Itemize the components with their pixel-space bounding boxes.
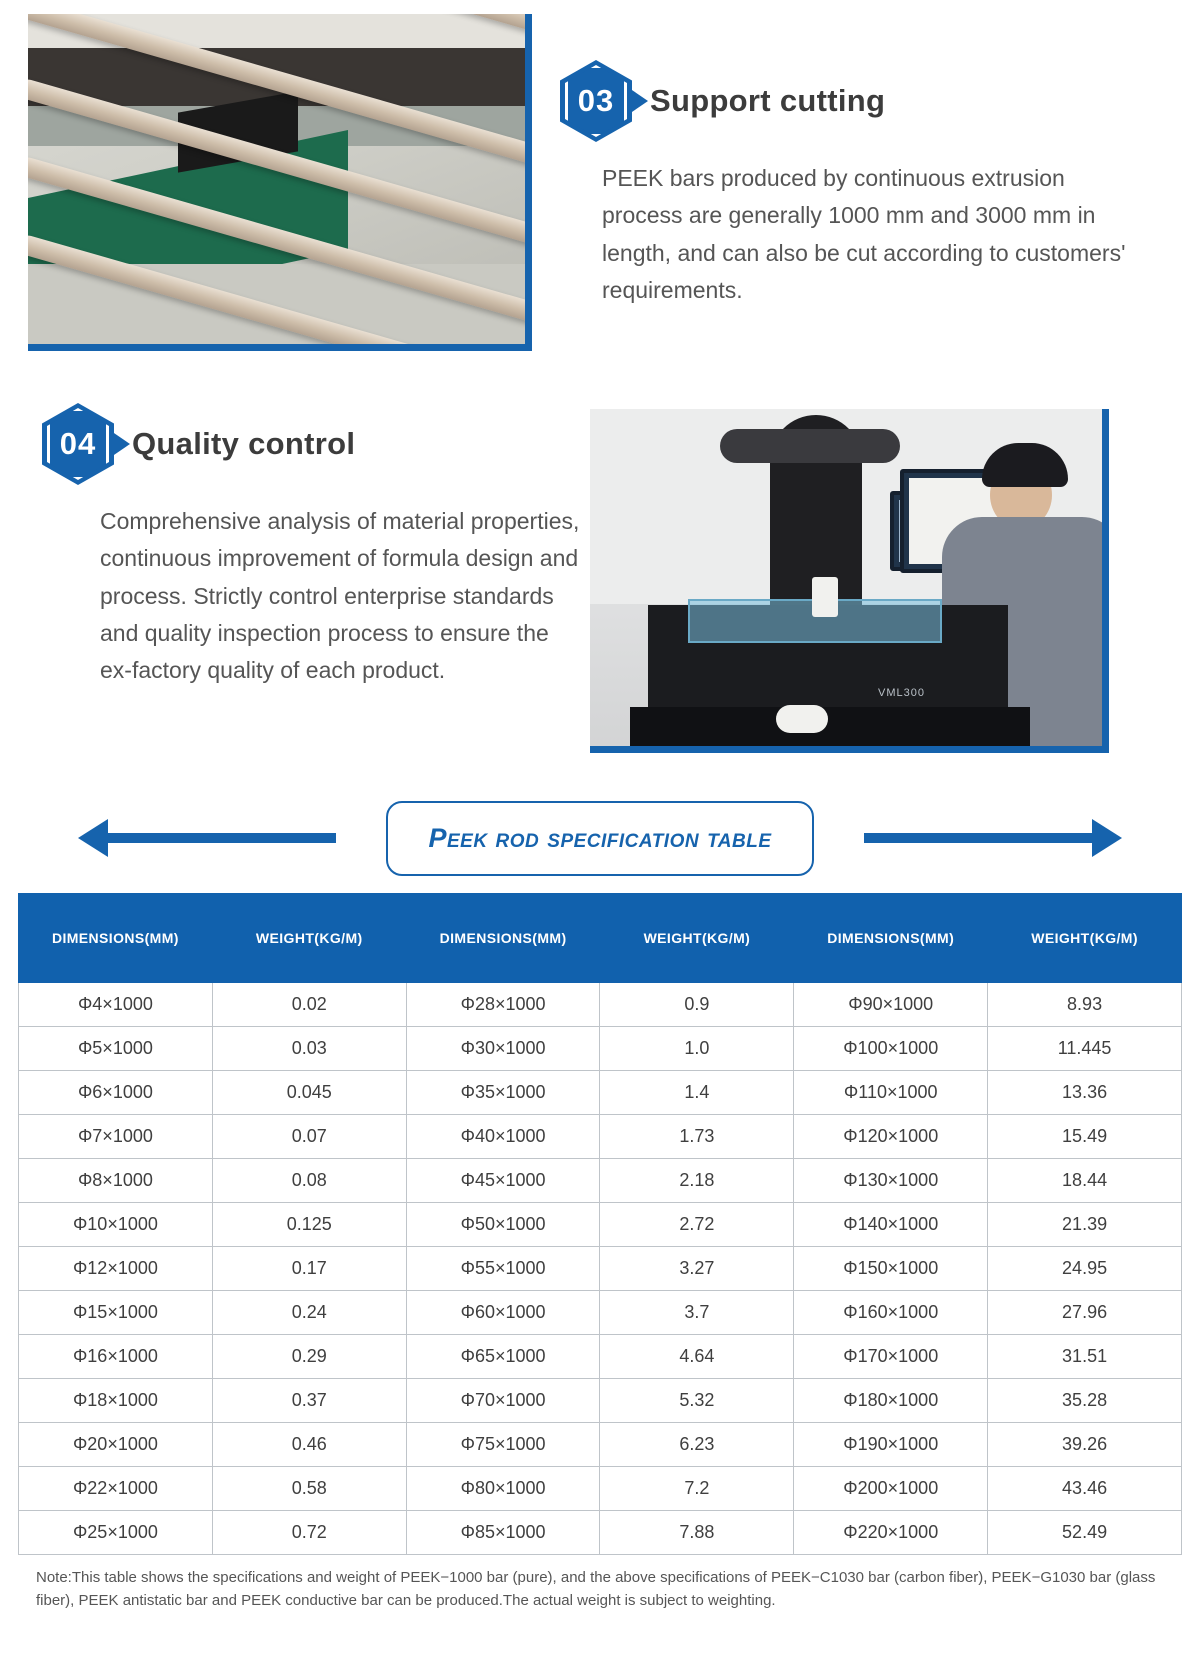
table-cell: Φ65×1000 xyxy=(406,1335,600,1379)
table-cell: Φ80×1000 xyxy=(406,1467,600,1511)
table-cell: 0.46 xyxy=(212,1423,406,1467)
image-quality-inspection xyxy=(590,409,1109,753)
table-row xyxy=(19,1335,1182,1379)
table-cell: 0.02 xyxy=(212,983,406,1027)
table-cell: 3.27 xyxy=(600,1247,794,1291)
table-cell: 13.36 xyxy=(988,1071,1182,1115)
table-cell: 0.9 xyxy=(600,983,794,1027)
table-cell: 39.26 xyxy=(988,1423,1182,1467)
table-cell: Φ110×1000 xyxy=(794,1071,988,1115)
table-header-cell: WEIGHT(KG/M) xyxy=(988,894,1182,983)
table-cell: Φ90×1000 xyxy=(794,983,988,1027)
section-body-03: PEEK bars produced by continuous extrusion process are generally 1000 mm and 3000 mm in length, and can also be cut according to customers' requirements. xyxy=(602,165,1126,303)
peek-rod-spec-table xyxy=(18,893,1182,1555)
table-cell: 0.24 xyxy=(212,1291,406,1335)
table-row xyxy=(19,1115,1182,1159)
table-header-cell: DIMENSIONS(MM) xyxy=(19,894,213,983)
table-cell: Φ100×1000 xyxy=(794,1027,988,1071)
table-cell: Φ130×1000 xyxy=(794,1159,988,1203)
table-cell: Φ8×1000 xyxy=(19,1159,213,1203)
table-cell: Φ18×1000 xyxy=(19,1379,213,1423)
table-cell: Φ120×1000 xyxy=(794,1115,988,1159)
table-cell: 0.72 xyxy=(212,1511,406,1555)
table-cell: Φ6×1000 xyxy=(19,1071,213,1115)
table-cell: Φ220×1000 xyxy=(794,1511,988,1555)
table-cell: Φ75×1000 xyxy=(406,1423,600,1467)
table-row xyxy=(19,983,1182,1027)
table-cell: Φ10×1000 xyxy=(19,1203,213,1247)
arrow-right-icon xyxy=(864,833,1092,843)
heading-row-03 xyxy=(560,60,1140,142)
table-cell: 2.72 xyxy=(600,1203,794,1247)
table-cell: Φ15×1000 xyxy=(19,1291,213,1335)
table-cell: Φ40×1000 xyxy=(406,1115,600,1159)
table-row xyxy=(19,1247,1182,1291)
image-peek-rods-conveyor xyxy=(28,14,532,351)
table-cell: Φ150×1000 xyxy=(794,1247,988,1291)
table-cell: 0.07 xyxy=(212,1115,406,1159)
table-cell: 6.23 xyxy=(600,1423,794,1467)
table-row xyxy=(19,1291,1182,1335)
table-cell: 31.51 xyxy=(988,1335,1182,1379)
table-header-cell: WEIGHT(KG/M) xyxy=(600,894,794,983)
section-number-03: 03 xyxy=(577,83,615,118)
table-cell: 1.0 xyxy=(600,1027,794,1071)
text-block-04 xyxy=(0,403,580,689)
table-cell: 7.2 xyxy=(600,1467,794,1511)
table-cell: 2.18 xyxy=(600,1159,794,1203)
table-cell: Φ190×1000 xyxy=(794,1423,988,1467)
table-cell: Φ30×1000 xyxy=(406,1027,600,1071)
table-header-cell: DIMENSIONS(MM) xyxy=(406,894,600,983)
table-cell: 5.32 xyxy=(600,1379,794,1423)
table-cell: 43.46 xyxy=(988,1467,1182,1511)
table-cell: 1.4 xyxy=(600,1071,794,1115)
table-cell: 3.7 xyxy=(600,1291,794,1335)
section-title-04: Quality control xyxy=(132,426,356,461)
table-cell: Φ16×1000 xyxy=(19,1335,213,1379)
table-cell: 7.88 xyxy=(600,1511,794,1555)
table-cell: 52.49 xyxy=(988,1511,1182,1555)
table-cell: 27.96 xyxy=(988,1291,1182,1335)
table-cell: 4.64 xyxy=(600,1335,794,1379)
table-cell: Φ55×1000 xyxy=(406,1247,600,1291)
banner-label: Peek rod specification table xyxy=(386,801,813,876)
table-cell: Φ25×1000 xyxy=(19,1511,213,1555)
table-cell: Φ140×1000 xyxy=(794,1203,988,1247)
table-cell: Φ7×1000 xyxy=(19,1115,213,1159)
table-row xyxy=(19,1511,1182,1555)
table-cell: Φ70×1000 xyxy=(406,1379,600,1423)
table-cell: 1.73 xyxy=(600,1115,794,1159)
table-row xyxy=(19,1027,1182,1071)
table-cell: 0.37 xyxy=(212,1379,406,1423)
table-row xyxy=(19,1159,1182,1203)
table-cell: Φ22×1000 xyxy=(19,1467,213,1511)
machine-model-label: VML300 xyxy=(878,687,925,699)
table-cell: 0.29 xyxy=(212,1335,406,1379)
hexagon-badge-icon-03 xyxy=(560,60,632,142)
table-cell: 24.95 xyxy=(988,1247,1182,1291)
table-note: Note:This table shows the specifications and weight of PEEK−1000 bar (pure), and the above specifications of PEEK−C1030 bar (carbon fiber), PEEK−G1030 bar (glass fiber), PEEK antistatic bar and PEEK conductive bar can be produced.The actual weight is subject to weighting. xyxy=(36,1569,1156,1609)
table-cell: 21.39 xyxy=(988,1203,1182,1247)
heading-row-04 xyxy=(42,403,580,485)
table-cell: 0.08 xyxy=(212,1159,406,1203)
spec-table-wrap xyxy=(0,893,1200,1612)
table-row xyxy=(19,1203,1182,1247)
table-cell: Φ170×1000 xyxy=(794,1335,988,1379)
table-cell: Φ5×1000 xyxy=(19,1027,213,1071)
table-row xyxy=(19,1071,1182,1115)
photo-frame-03 xyxy=(0,0,532,351)
table-cell: Φ12×1000 xyxy=(19,1247,213,1291)
table-cell: 11.445 xyxy=(988,1027,1182,1071)
table-cell: Φ35×1000 xyxy=(406,1071,600,1115)
table-row xyxy=(19,1467,1182,1511)
table-cell: Φ50×1000 xyxy=(406,1203,600,1247)
arrow-left-icon xyxy=(108,833,336,843)
section-quality-control xyxy=(0,403,1200,753)
spec-table-banner xyxy=(0,783,1200,893)
table-cell: Φ20×1000 xyxy=(19,1423,213,1467)
table-header-cell: WEIGHT(KG/M) xyxy=(212,894,406,983)
table-cell: 18.44 xyxy=(988,1159,1182,1203)
table-header-cell: DIMENSIONS(MM) xyxy=(794,894,988,983)
section-title-03: Support cutting xyxy=(650,83,886,118)
table-cell: Φ160×1000 xyxy=(794,1291,988,1335)
section-support-cutting xyxy=(0,0,1200,351)
photo-frame-04 xyxy=(580,403,1109,753)
table-cell: 0.045 xyxy=(212,1071,406,1115)
text-block-03 xyxy=(532,0,1200,309)
section-number-04: 04 xyxy=(59,426,97,461)
table-cell: 15.49 xyxy=(988,1115,1182,1159)
table-cell: 0.125 xyxy=(212,1203,406,1247)
hexagon-badge-icon-04 xyxy=(42,403,114,485)
table-cell: 0.03 xyxy=(212,1027,406,1071)
table-header-row xyxy=(19,894,1182,983)
table-cell: Φ180×1000 xyxy=(794,1379,988,1423)
section-body-04: Comprehensive analysis of material properties, continuous improvement of formula design and process. Strictly control enterprise standards and quality inspection process to ensure the ex-factory quality of each product. xyxy=(100,508,580,683)
table-cell: 8.93 xyxy=(988,983,1182,1027)
table-row xyxy=(19,1379,1182,1423)
table-cell: 35.28 xyxy=(988,1379,1182,1423)
table-cell: Φ60×1000 xyxy=(406,1291,600,1335)
table-row xyxy=(19,1423,1182,1467)
table-cell: 0.17 xyxy=(212,1247,406,1291)
table-cell: Φ45×1000 xyxy=(406,1159,600,1203)
table-cell: Φ28×1000 xyxy=(406,983,600,1027)
table-cell: 0.58 xyxy=(212,1467,406,1511)
table-cell: Φ4×1000 xyxy=(19,983,213,1027)
table-cell: Φ200×1000 xyxy=(794,1467,988,1511)
table-cell: Φ85×1000 xyxy=(406,1511,600,1555)
